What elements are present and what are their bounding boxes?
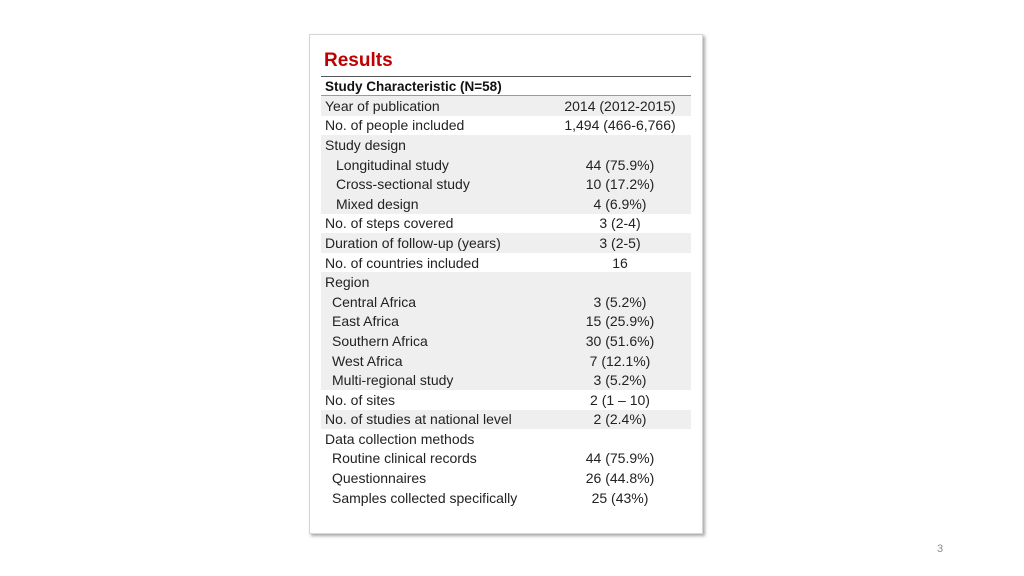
row-label: Study design [325, 136, 406, 153]
table-row [321, 135, 691, 155]
table-row [321, 351, 691, 371]
row-label: Year of publication [325, 97, 440, 114]
table-row [321, 174, 691, 194]
row-value: 44 (75.9%) [585, 450, 655, 467]
row-label: Southern Africa [332, 332, 428, 349]
table-row [321, 370, 691, 390]
row-value: 10 (17.2%) [585, 176, 655, 193]
row-value: 3 (2-4) [599, 215, 641, 232]
row-value: 3 (5.2%) [593, 372, 647, 389]
row-label: Multi-regional study [332, 372, 454, 389]
table-row [321, 96, 691, 116]
row-label: No. of steps covered [325, 215, 454, 232]
row-label: Duration of follow-up (years) [325, 234, 501, 251]
row-label: No. of studies at national level [325, 411, 512, 428]
row-value: 7 (12.1%) [589, 352, 651, 369]
row-label: Data collection methods [325, 430, 475, 447]
table-row [321, 292, 691, 312]
table-row [321, 272, 691, 292]
row-value: 25 (43%) [591, 489, 649, 506]
table-row [321, 194, 691, 214]
slide-title: Results [324, 50, 393, 71]
table-row [321, 468, 691, 488]
table-row [321, 488, 691, 508]
row-value: 26 (44.8%) [585, 470, 655, 487]
row-value: 30 (51.6%) [585, 332, 655, 349]
row-label: Samples collected specifically [332, 489, 518, 506]
row-value: 2 (2.4%) [593, 411, 647, 428]
row-value: 3 (2-5) [599, 234, 641, 251]
row-value: 3 (5.2%) [593, 293, 647, 310]
study-characteristics-table [321, 76, 691, 507]
row-value: 15 (25.9%) [585, 313, 655, 330]
table-row [321, 429, 691, 449]
table-row [321, 116, 691, 136]
row-value: 16 [612, 254, 628, 271]
row-label: Questionnaires [332, 470, 427, 487]
row-label: West Africa [332, 352, 403, 369]
table-row [321, 312, 691, 332]
row-label: East Africa [332, 313, 399, 330]
row-label: No. of countries included [325, 254, 480, 271]
table-row [321, 390, 691, 410]
row-label: No. of sites [325, 391, 396, 408]
row-label: Cross-sectional study [336, 176, 470, 193]
row-value: 2 (1 – 10) [590, 391, 650, 408]
row-value: 44 (75.9%) [585, 156, 655, 173]
table-row [321, 253, 691, 273]
table-row [321, 331, 691, 351]
row-label: Region [325, 274, 370, 291]
table-row [321, 410, 691, 430]
row-label: Central Africa [332, 293, 417, 310]
row-label: Routine clinical records [332, 450, 477, 467]
table-row [321, 449, 691, 469]
table-header: Study Characteristic (N=58) [321, 76, 691, 96]
table-row [321, 155, 691, 175]
row-label: No. of people included [325, 117, 465, 134]
row-label: Mixed design [336, 195, 419, 212]
row-value: 1,494 (466-6,766) [564, 117, 676, 134]
results-card [309, 34, 703, 534]
table-row [321, 214, 691, 234]
row-label: Longitudinal study [336, 156, 449, 173]
page-number: 3 [937, 543, 944, 555]
row-value: 2014 (2012-2015) [564, 97, 676, 114]
row-value: 4 (6.9%) [593, 195, 647, 212]
table-row [321, 233, 691, 253]
